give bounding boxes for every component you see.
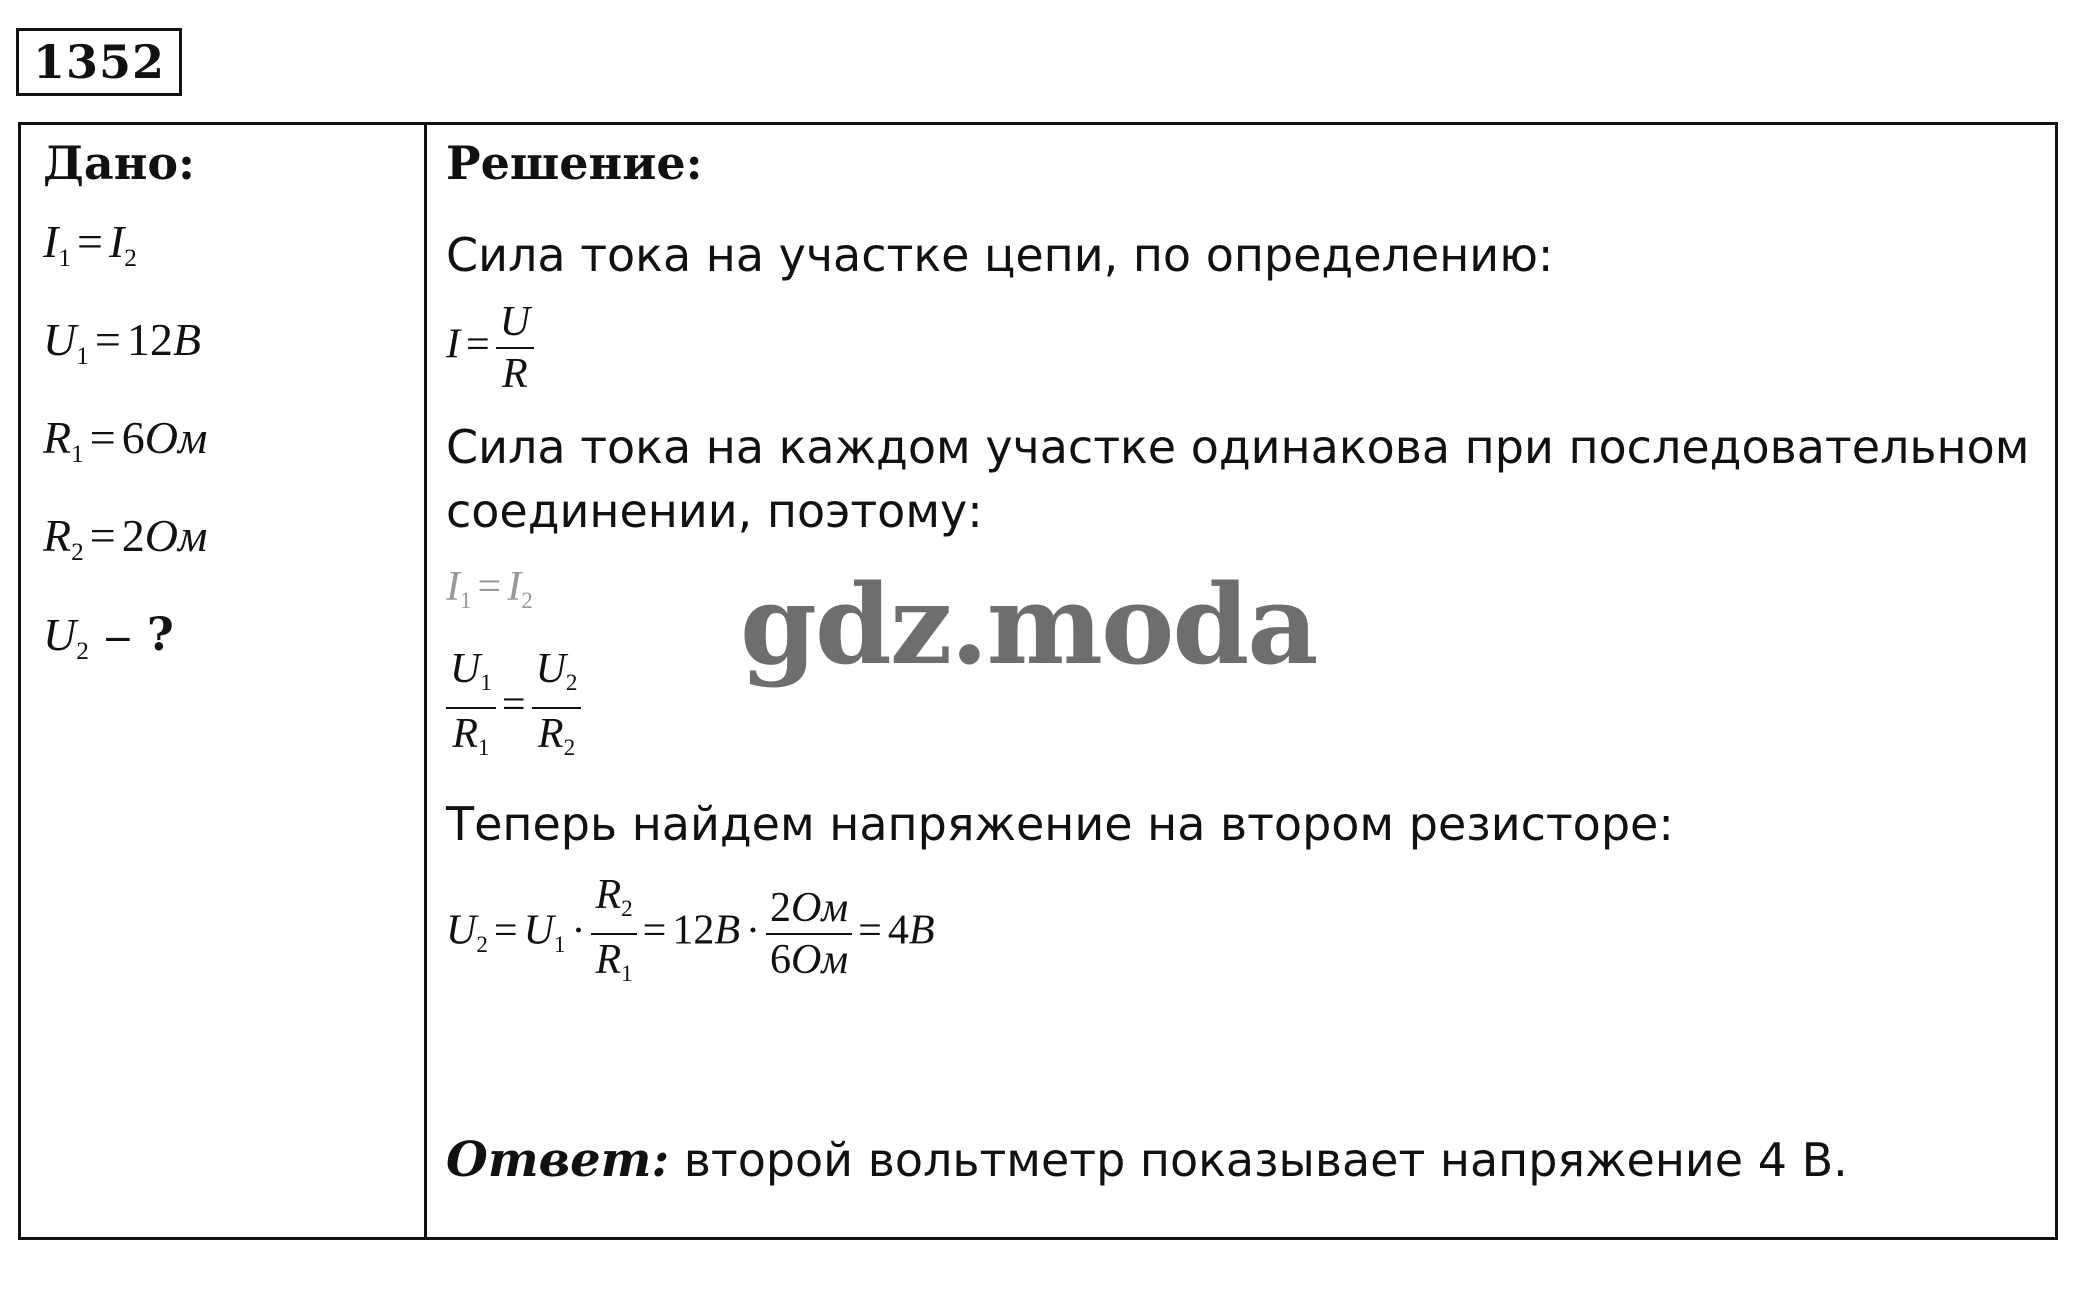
given-line-3: $R_1 = 6Ом$: [43, 412, 208, 468]
problem-number: 1352: [16, 28, 182, 96]
solution-heading: Решение:: [446, 136, 703, 190]
given-line-2: $U_1 = 12B$: [43, 314, 201, 370]
given-line-1: $I_1 = I_2$: [43, 216, 137, 272]
answer: [446, 1128, 2046, 1193]
formula-currents: $I_1 = I_2$: [446, 564, 533, 614]
given-column: [43, 133, 413, 683]
paragraph-2-line-2: соединении, поэтому:: [446, 484, 983, 538]
paragraph-1: Сила тока на участке цепи, по определению:: [446, 228, 1554, 282]
formula-result: $U_2 = U_1$ · $\frac{R_2}{R_1}$ = 12B · $\frac{2Ом}{6Ом}$ = 4B: [446, 872, 935, 987]
formula-ratio: $\frac{U_1}{R_1}$ = $\frac{U_2}{R_2}$: [446, 644, 2046, 772]
answer-text: второй вольтметр показывает напряжение 4 В.: [669, 1133, 1848, 1188]
given-line-5: $U_2$ – ?: [43, 607, 174, 665]
watermark: gdz.moda: [740, 560, 1317, 689]
column-divider: [424, 125, 427, 1237]
given-heading: Дано:: [43, 136, 196, 190]
paragraph-2-line-1: Сила тока на каждом участке одинакова при последовательном: [446, 420, 2030, 474]
answer-label: Ответ:: [446, 1132, 670, 1189]
formula-ohm: I = $\frac{U}{R}$: [446, 297, 2046, 399]
given-line-4: $R_2 = 2Ом$: [43, 510, 208, 566]
paragraph-3: Теперь найдем напряжение на втором резисторе:: [446, 797, 1674, 852]
